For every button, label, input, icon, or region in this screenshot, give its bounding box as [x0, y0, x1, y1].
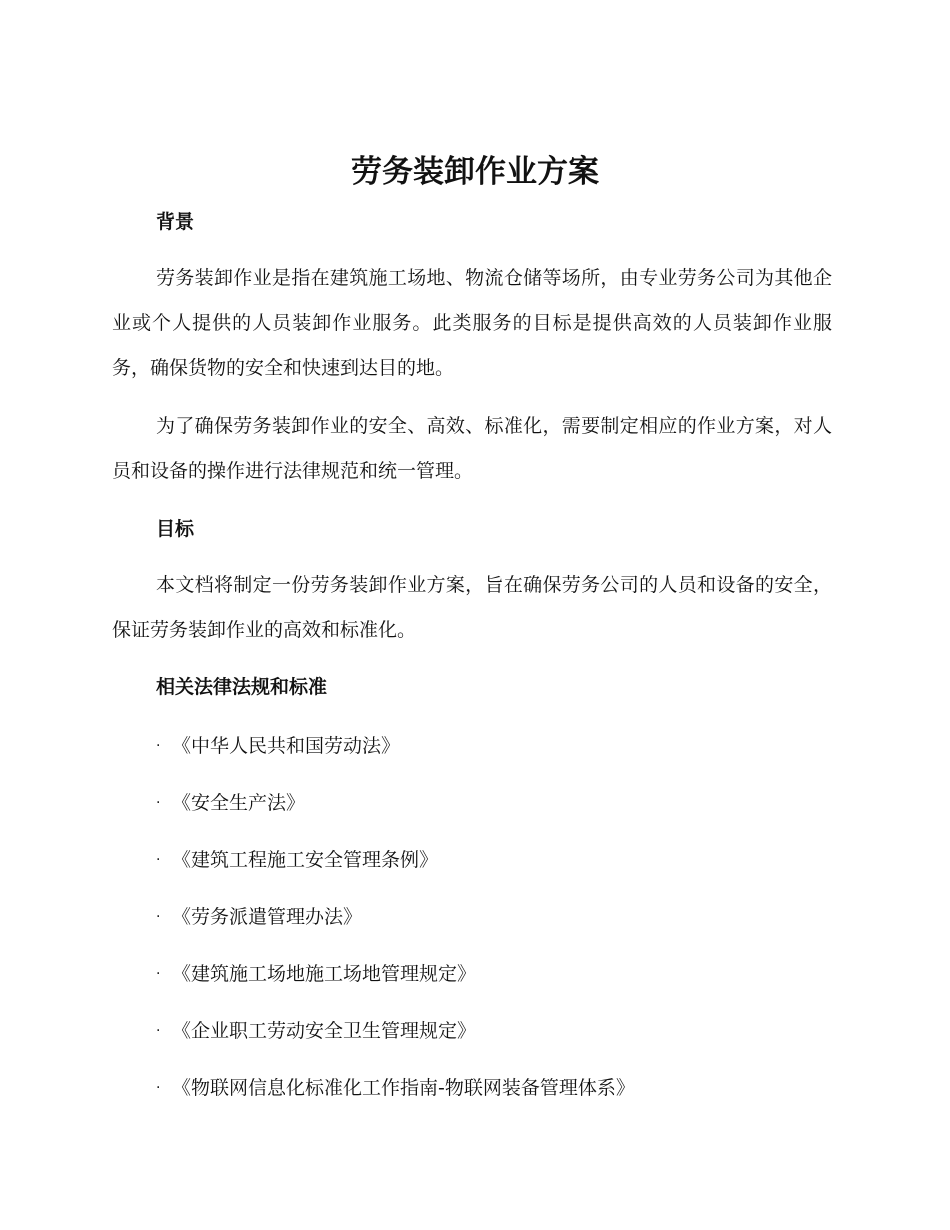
list-item — [156, 958, 635, 1015]
bullet-icon: · — [156, 795, 161, 811]
bullet-icon: · — [156, 852, 161, 868]
section-heading-background: 背景 — [156, 211, 195, 233]
list-item — [156, 901, 635, 958]
bullet-icon: · — [156, 1023, 161, 1039]
section-heading-laws: 相关法律法规和标准 — [156, 676, 328, 698]
law-item-text: 《劳务派遣管理办法》 — [172, 906, 363, 928]
bullet-icon: · — [156, 909, 161, 925]
bullet-icon: · — [156, 738, 161, 754]
background-paragraph-2: 为了确保劳务装卸作业的安全、高效、标准化，需要制定相应的作业方案，对人员和设备的操作进行法律规范和统一管理。 — [112, 415, 832, 482]
bullet-icon: · — [156, 966, 161, 982]
list-item — [156, 1015, 635, 1072]
list-item — [156, 1072, 635, 1129]
bullet-icon: · — [156, 1080, 161, 1096]
page-title: 劳务装卸作业方案 — [351, 154, 599, 190]
law-item-text: 《物联网信息化标准化工作指南-物联网装备管理体系》 — [172, 1077, 635, 1099]
law-item-text: 《企业职工劳动安全卫生管理规定》 — [172, 1020, 477, 1042]
section-heading-goal: 目标 — [156, 518, 195, 540]
law-item-text: 《中华人民共和国劳动法》 — [172, 735, 401, 757]
background-paragraph-1: 劳务装卸作业是指在建筑施工场地、物流仓储等场所，由专业劳务公司为其他企业或个人提供的人员装卸作业服务。此类服务的目标是提供高效的人员装卸作业服务，确保货物的安全和快速到达目的地。 — [112, 267, 832, 379]
list-item — [156, 730, 635, 787]
law-item-text: 《建筑施工场地施工场地管理规定》 — [172, 963, 477, 985]
list-item — [156, 844, 635, 901]
goal-paragraph-1: 本文档将制定一份劳务装卸作业方案，旨在确保劳务公司的人员和设备的安全，保证劳务装卸作业的高效和标准化。 — [112, 574, 832, 641]
list-item — [156, 787, 635, 844]
laws-list — [156, 730, 635, 1129]
law-item-text: 《建筑工程施工安全管理条例》 — [172, 849, 439, 871]
law-item-text: 《安全生产法》 — [172, 792, 306, 814]
